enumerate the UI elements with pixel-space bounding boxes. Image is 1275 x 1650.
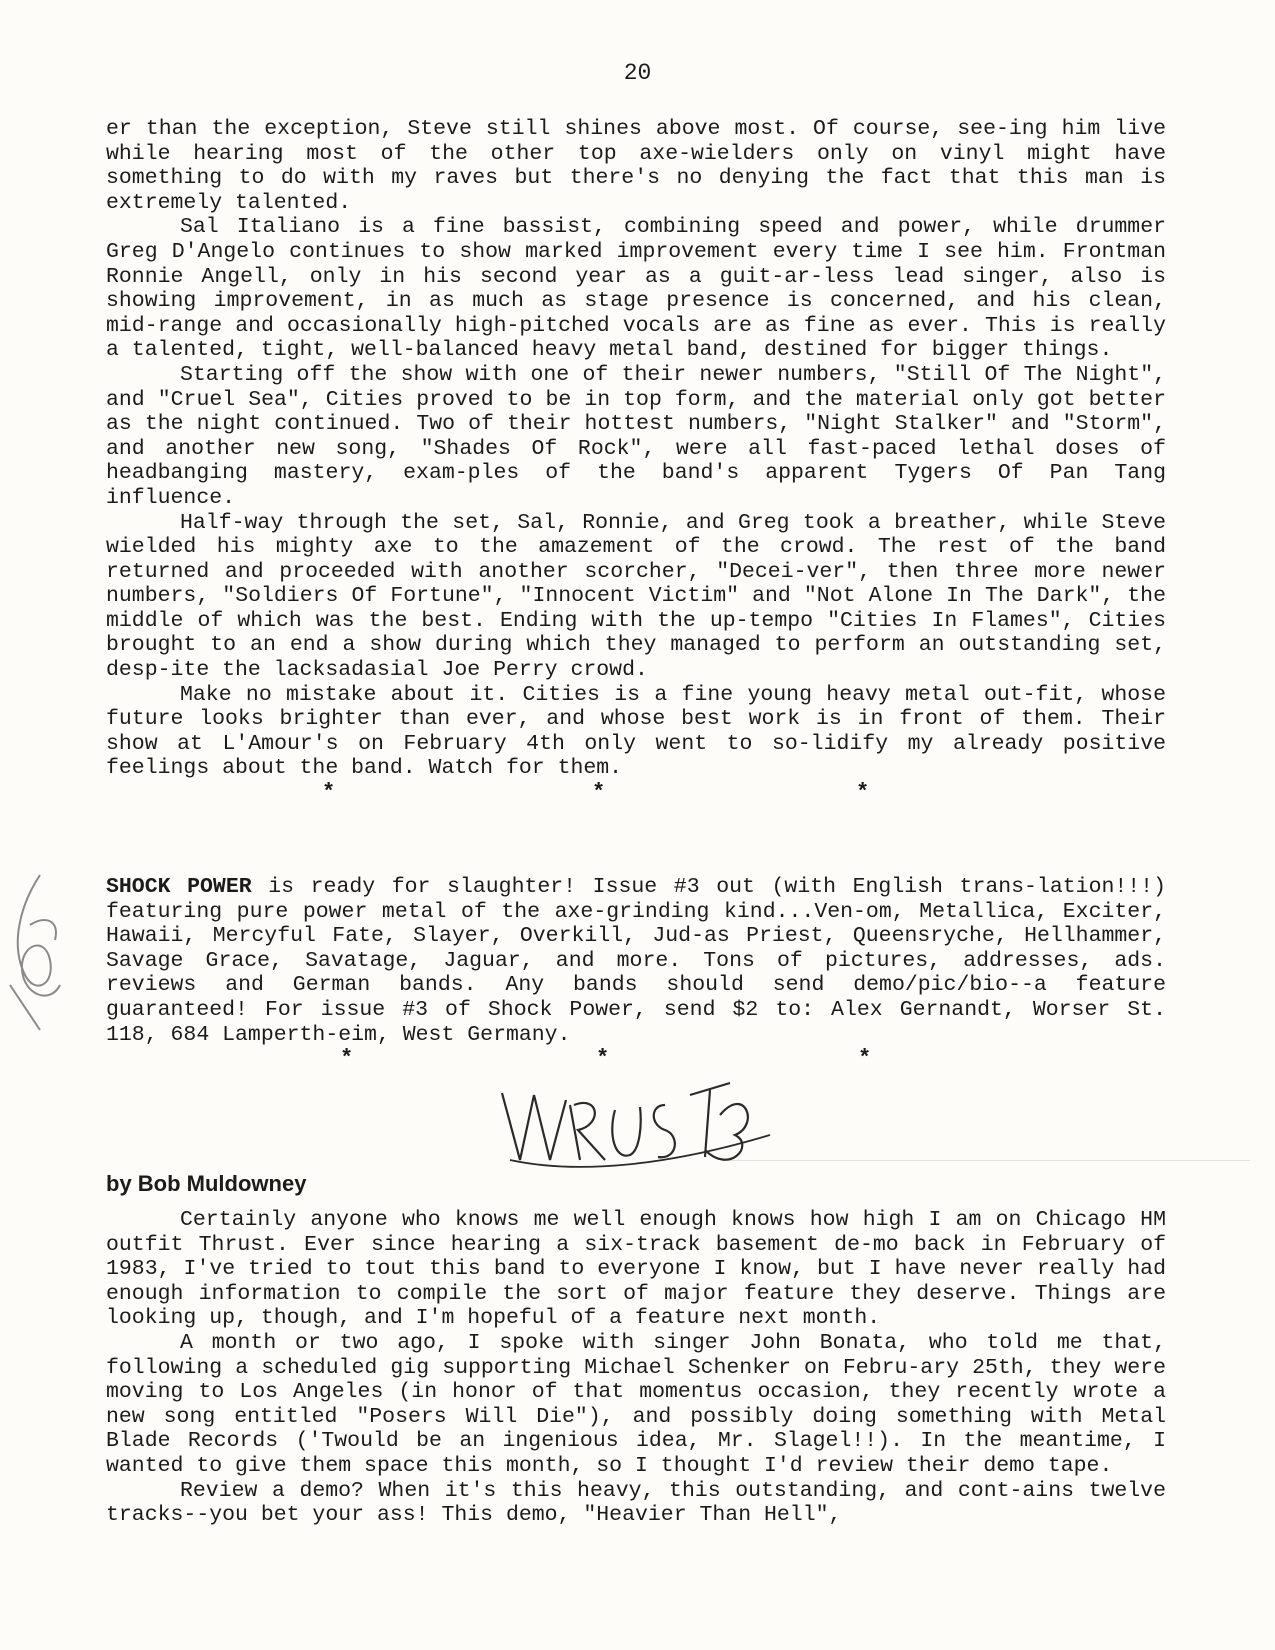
review-paragraph: Make no mistake about it. Cities is a fine young heavy metal out-fit, whose future looks brighter than ever, and whose best work is in front of them. Their show at L'Amour's on February 4th only went to so-lidify my already positive feelings about the band. Watch for them.: [106, 682, 1166, 781]
shock-power-name: SHOCK POWER: [106, 875, 252, 899]
review-paragraph: Starting off the show with one of their newer numbers, "Still Of The Night", and "Cruel Sea", Cities proved to be in top form, and the material only got better as the night continued. Two of their hottest numbers, "Night Stalker" and "Storm", and another new song, "Shades Of Rock", were all fast-paced lethal doses of headbanging mastery, exam-ples of the band's apparent Tygers Of Pan Tang influence.: [106, 362, 1166, 510]
article-paragraph: Review a demo? When it's this heavy, this outstanding, and cont-ains twelve tracks--you bet your ass! This demo, "Heavier Than Hell",: [106, 1478, 1166, 1528]
article-paragraph: Certainly anyone who knows me well enough knows how high I am on Chicago HM outfit Thrust. Ever since hearing a six-track basement de-mo back in February of 1983, I've tried to tout this band to everyone I know, but I have never really had enough information to compile the sort of major feature they deserve. Things are looking up, though, and I'm hopeful of a feature next month.: [106, 1208, 1166, 1331]
separator-star: *: [592, 780, 606, 806]
separator-star: *: [340, 1046, 354, 1072]
section-separator: [106, 781, 1166, 805]
separator-star: *: [856, 780, 870, 806]
margin-signature: [0, 865, 80, 1035]
separator-star: *: [322, 780, 336, 806]
cities-review: [106, 117, 1166, 805]
bleed-through-line: [730, 1160, 1250, 1161]
review-paragraph: er than the exception, Steve still shines above most. Of course, see-ing him live while hearing most of the other top axe-wielders only on vinyl might have something to do with my raves but there's no denying the fact that this man is extremely talented.: [106, 117, 1166, 215]
shock-power-notice: [106, 875, 1166, 1071]
separator-star: *: [858, 1046, 872, 1072]
review-paragraph: Half-way through the set, Sal, Ronnie, and Greg took a breather, while Steve wielded his mighty axe to the amazement of the crowd. The rest of the band returned and proceeded with another scorcher, "Decei-ver", then three more newer numbers, "Soldiers Of Fortune", "Innocent Victim" and "Not Alone In The Dark", the middle of which was the best. Ending with the up-tempo "Cities In Flames", Cities brought to an end a show during which they managed to perform an outstanding set, desp-ite the lacksadasial Joe Perry crowd.: [106, 510, 1166, 683]
thrust-logo: [490, 1065, 780, 1175]
thrust-article: [106, 1208, 1166, 1528]
article-byline: by Bob Muldowney: [106, 1171, 307, 1196]
section-separator: [106, 1047, 1166, 1071]
review-paragraph: Sal Italiano is a fine bassist, combining speed and power, while drummer Greg D'Angelo continues to show marked improvement every time I see him. Frontman Ronnie Angell, only in his second year as a guit-ar-less lead singer, also is showing improvement, in as much as stage presence is concerned, and his clean, mid-range and occasionally high-pitched vocals are as fine as ever. This is really a talented, tight, well-balanced heavy metal band, destined for bigger things.: [106, 215, 1166, 363]
page-number: 20: [623, 60, 652, 86]
article-paragraph: A month or two ago, I spoke with singer John Bonata, who told me that, following a scheduled gig supporting Michael Schenker on Febru-ary 25th, they were moving to Los Angeles (in honor of that momentus occasion, they recently wrote a new song entitled "Posers Will Die"), and possibly doing something with Metal Blade Records ('Twould be an ingenious idea, Mr. Slagel!!). In the meantime, I wanted to give them space this month, so I thought I'd review their demo tape.: [106, 1330, 1166, 1478]
separator-star: *: [596, 1046, 610, 1072]
shock-power-text: is ready for slaughter! Issue #3 out (with English trans-lation!!!) featuring pure power metal of the axe-grinding kind...Ven-om, Metallica, Exciter, Hawaii, Mercyful Fate, Slayer, Overkill, Jud-as Priest, Queensryche, Hellhammer, Savage Grace, Savatage, Jaguar, and more. Tons of pictures, addresses, ads. reviews and German bands. Any bands should send demo/pic/bio--a feature guaranteed! For issue #3 of Shock Power, send $2 to: Alex Gernandt, Worser St. 118, 684 Lamperth-eim, West Germany.: [106, 875, 1166, 1047]
